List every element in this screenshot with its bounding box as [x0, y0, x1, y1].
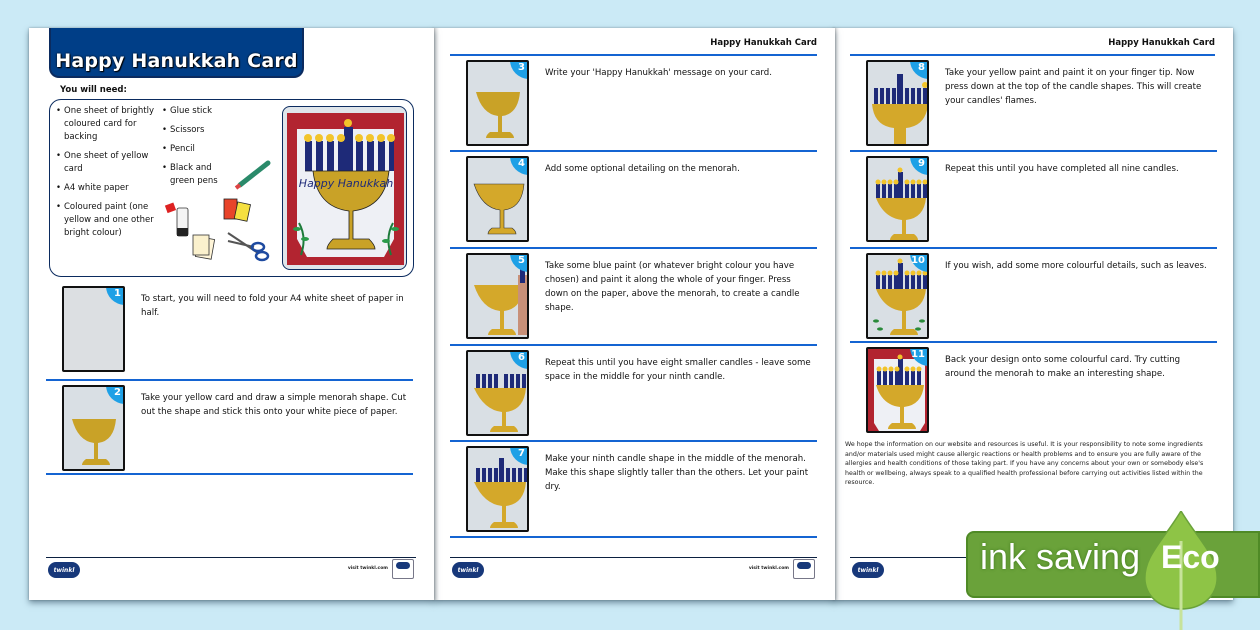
step-photo	[466, 253, 529, 339]
material-item: • A4 white paper	[56, 182, 156, 195]
step-photo	[866, 60, 929, 146]
step-number-badge: 1	[106, 286, 125, 305]
step-8	[850, 56, 1217, 152]
material-item: • Pencil	[162, 143, 232, 156]
step-photo	[466, 446, 529, 532]
visit-link[interactable]: visit twinkl.com	[347, 566, 388, 571]
step-5	[450, 249, 817, 346]
footer-rule	[46, 557, 416, 558]
step-3	[450, 56, 817, 152]
step-10	[850, 249, 1217, 343]
step-number-badge: 4	[510, 156, 529, 175]
step-number-badge: 6	[510, 350, 529, 369]
step-number-badge: 9	[910, 156, 929, 175]
page-title: Happy Hanukkah Card	[55, 50, 298, 72]
paint-pot-icon	[165, 203, 176, 214]
finished-card-photo	[282, 106, 407, 270]
step-text: Write your 'Happy Hanukkah' message on your card.	[545, 68, 772, 78]
eco-word: Eco	[1161, 539, 1220, 575]
footer-rule	[450, 557, 817, 558]
step-photo	[62, 286, 125, 372]
step-number-badge: 10	[910, 253, 929, 272]
step-text: Repeat this until you have completed all nine candles.	[945, 164, 1179, 174]
step-11	[850, 343, 1217, 437]
pencil-icon	[236, 163, 268, 188]
you-will-need-label: You will need:	[60, 85, 127, 95]
quality-badge-icon	[793, 559, 815, 579]
glue-stick-icon	[177, 208, 188, 236]
twinkl-logo: twinkl	[48, 562, 80, 578]
step-6	[450, 346, 817, 442]
step-number-badge: 3	[510, 60, 529, 79]
step-7	[450, 442, 817, 538]
step-photo	[466, 60, 529, 146]
eco-label: ink saving	[980, 536, 1141, 577]
title-banner	[49, 28, 304, 78]
step-number-badge: 11	[910, 347, 929, 366]
scissors-icon	[228, 233, 268, 260]
step-photo	[866, 347, 929, 433]
twinkl-logo: twinkl	[452, 562, 484, 578]
running-head: Happy Hanukkah Card	[710, 38, 817, 48]
page-1	[29, 28, 434, 600]
step-text: Repeat this until you have eight smaller candles - leave some space in the middle for your ninth candle.	[545, 358, 811, 382]
supplies-illustration	[150, 155, 285, 270]
card-pieces-icon	[224, 199, 251, 221]
running-head: Happy Hanukkah Card	[1108, 38, 1215, 48]
step-2	[46, 381, 413, 475]
step-text: Take your yellow card and draw a simple menorah shape. Cut out the shape and stick this onto your white piece of paper.	[141, 393, 407, 417]
step-text: If you wish, add some more colourful details, such as leaves.	[945, 261, 1207, 271]
materials-list-1	[56, 105, 156, 246]
page-2	[433, 28, 835, 600]
step-9	[850, 152, 1217, 249]
step-photo	[466, 156, 529, 242]
materials-box	[49, 99, 414, 277]
step-text: Add some optional detailing on the menorah.	[545, 164, 740, 174]
disclaimer-text: We hope the information on our website and resources is useful. It is your responsibility to note some ingredients and/or materials used might cause allergic reactions or health problems and to ensure you are fully aware of the allergies and health conditions of those taking part. If you have any concerns about your own or somebody else's health or wellbeing, always speak to a qualified health professional before carrying out activities listed within the resource.	[845, 441, 1204, 487]
step-text: Take some blue paint (or whatever bright colour you have chosen) and paint it along the whole of your finger. Press down on the paper, above the menorah, to create a candle shape.	[545, 261, 800, 313]
material-item: • One sheet of yellow card	[56, 150, 156, 176]
step-photo	[866, 156, 929, 242]
twinkl-logo: twinkl	[852, 562, 884, 578]
step-number-badge: 5	[510, 253, 529, 272]
eco-ink-saving-badge	[966, 511, 1260, 630]
step-1	[46, 282, 413, 381]
step-photo	[62, 385, 125, 471]
material-item: • Scissors	[162, 124, 232, 137]
step-number-badge: 8	[910, 60, 929, 79]
visit-link[interactable]: visit twinkl.com	[748, 566, 789, 571]
step-photo	[466, 350, 529, 436]
paper-sheets-icon	[193, 235, 215, 259]
material-item: • Glue stick	[162, 105, 232, 118]
step-number-badge: 7	[510, 446, 529, 465]
step-text: Take your yellow paint and paint it on your finger tip. Now press down at the top of the candle shapes. This will create your candles' flames.	[945, 68, 1202, 106]
step-number-badge: 2	[106, 385, 125, 404]
material-item: • Black and green pens	[162, 162, 232, 188]
photo-caption-text: Happy Hanukkah	[298, 177, 394, 190]
quality-badge-icon	[392, 559, 414, 579]
material-item: • One sheet of brightly coloured card for backing	[56, 105, 156, 144]
step-text: Make your ninth candle shape in the middle of the menorah. Make this shape slightly taller than the others. Let your paint dry.	[545, 454, 809, 492]
step-text: Back your design onto some colourful card. Try cutting around the menorah to make an interesting shape.	[945, 355, 1181, 379]
step-4	[450, 152, 817, 249]
material-item: • Coloured paint (one yellow and one other bright colour)	[56, 201, 156, 240]
step-text: To start, you will need to fold your A4 white sheet of paper in half.	[141, 294, 404, 318]
step-photo	[866, 253, 929, 339]
